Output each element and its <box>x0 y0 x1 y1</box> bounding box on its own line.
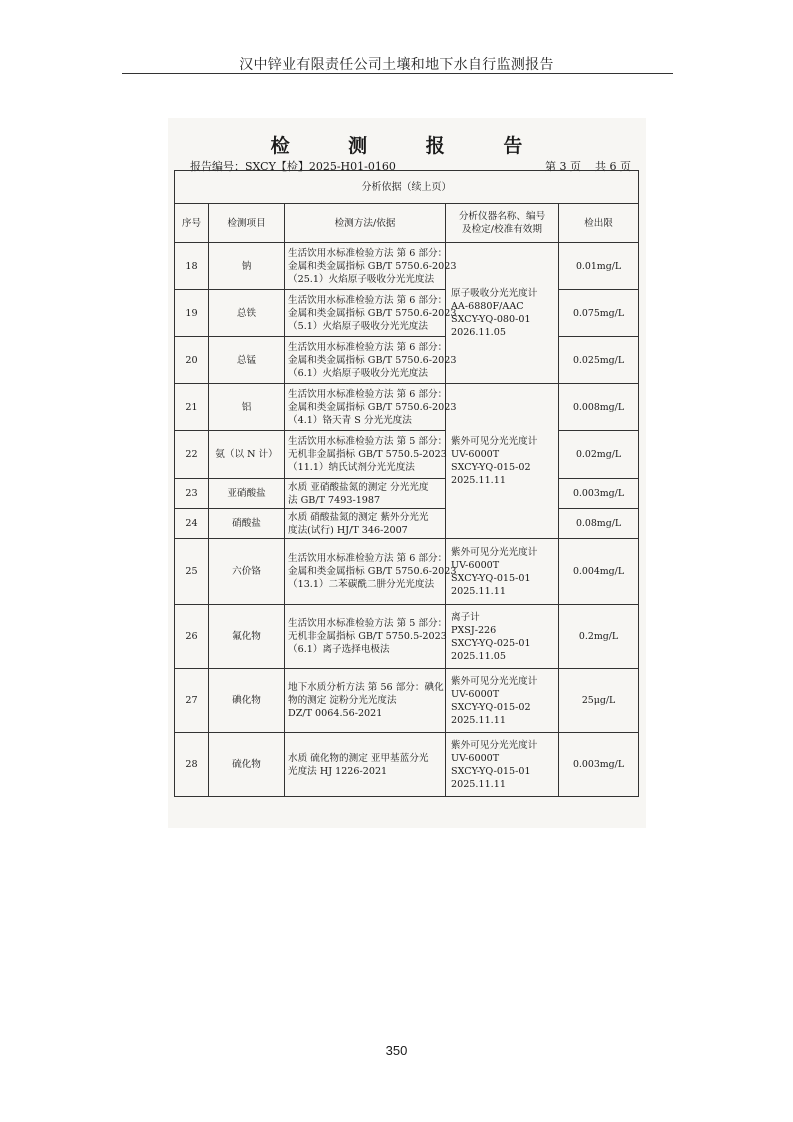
row-method: 生活饮用水标准检验方法 第 6 部分： 金属和类金属指标 GB/T 5750.6-2023 （4.1）铬天青 S 分光光度法 <box>285 384 446 431</box>
row-method: 水质 亚硝酸盐氮的测定 分光光度 法 GB/T 7493-1987 <box>285 479 446 509</box>
row-limit: 0.075mg/L <box>559 290 639 337</box>
table-row <box>175 733 639 797</box>
row-limit: 0.2mg/L <box>559 605 639 669</box>
row-limit: 0.02mg/L <box>559 431 639 479</box>
row-item: 铝 <box>209 384 285 431</box>
row-instrument: 离子计 PXSJ-226 SXCY-YQ-025-01 2025.11.05 <box>446 605 559 669</box>
table-row <box>175 669 639 733</box>
header-limit: 检出限 <box>559 204 639 243</box>
row-limit: 0.008mg/L <box>559 384 639 431</box>
table-row <box>175 431 639 479</box>
row-item: 总铁 <box>209 290 285 337</box>
table-row <box>175 605 639 669</box>
page-current: 第 3 页 <box>545 160 581 173</box>
row-limit: 0.004mg/L <box>559 539 639 605</box>
table-row <box>175 384 639 431</box>
row-method: 生活饮用水标准检验方法 第 5 部分： 无机非金属指标 GB/T 5750.5-2023 （11.1）纳氏试剂分光光度法 <box>285 431 446 479</box>
row-no: 18 <box>175 243 209 290</box>
row-limit: 0.003mg/L <box>559 479 639 509</box>
row-method: 生活饮用水标准检验方法 第 6 部分： 金属和类金属指标 GB/T 5750.6-2023 （5.1）火焰原子吸收分光光度法 <box>285 290 446 337</box>
row-item: 总锰 <box>209 337 285 384</box>
table-header-row <box>175 204 639 243</box>
row-method: 生活饮用水标准检验方法 第 6 部分： 金属和类金属指标 GB/T 5750.6-2023 （25.1）火焰原子吸收分光光度法 <box>285 243 446 290</box>
row-instrument: 紫外可见分光光度计 UV-6000T SXCY-YQ-015-01 2025.11.11 <box>446 733 559 797</box>
row-no: 23 <box>175 479 209 509</box>
page-number: 350 <box>385 1043 408 1058</box>
header-no: 序号 <box>175 204 209 243</box>
row-limit: 0.003mg/L <box>559 733 639 797</box>
table-caption: 分析依据（续上页） <box>175 171 639 204</box>
row-no: 21 <box>175 384 209 431</box>
row-instrument: 紫外可见分光光度计 UV-6000T SXCY-YQ-015-02 2025.11.11 <box>446 384 559 539</box>
row-no: 25 <box>175 539 209 605</box>
row-method: 生活饮用水标准检验方法 第 6 部分： 金属和类金属指标 GB/T 5750.6-2023 （6.1）火焰原子吸收分光光度法 <box>285 337 446 384</box>
row-instrument: 紫外可见分光光度计 UV-6000T SXCY-YQ-015-02 2025.11.11 <box>446 669 559 733</box>
report-title: 检 测 报 告 <box>270 135 549 157</box>
row-no: 20 <box>175 337 209 384</box>
row-limit: 0.08mg/L <box>559 509 639 539</box>
row-item: 六价铬 <box>209 539 285 605</box>
row-limit: 0.025mg/L <box>559 337 639 384</box>
header-item: 检测项目 <box>209 204 285 243</box>
row-item: 硫化物 <box>209 733 285 797</box>
row-no: 27 <box>175 669 209 733</box>
analysis-basis-table <box>174 170 639 797</box>
header-rule <box>122 73 673 74</box>
table-row <box>175 539 639 605</box>
row-item: 硝酸盐 <box>209 509 285 539</box>
row-method: 生活饮用水标准检验方法 第 6 部分： 金属和类金属指标 GB/T 5750.6-2023 （13.1）二苯碳酰二肼分光光度法 <box>285 539 446 605</box>
row-item: 碘化物 <box>209 669 285 733</box>
row-instrument: 原子吸收分光光度计 AA-6880F/AAC SXCY-YQ-080-01 2026.11.05 <box>446 243 559 384</box>
row-instrument: 紫外可见分光光度计 UV-6000T SXCY-YQ-015-01 2025.11.11 <box>446 539 559 605</box>
running-header: 汉中锌业有限责任公司土壤和地下水自行监测报告 <box>239 57 554 73</box>
header-method: 检测方法/依据 <box>285 204 446 243</box>
table-row <box>175 337 639 384</box>
row-item: 氨（以 N 计） <box>209 431 285 479</box>
header-instrument: 分析仪器名称、编号 及检定/校准有效期 <box>446 204 559 243</box>
row-no: 24 <box>175 509 209 539</box>
row-item: 亚硝酸盐 <box>209 479 285 509</box>
row-limit: 25μg/L <box>559 669 639 733</box>
row-no: 19 <box>175 290 209 337</box>
page-total: 共 6 页 <box>595 160 631 173</box>
table-row <box>175 479 639 509</box>
row-no: 26 <box>175 605 209 669</box>
row-limit: 0.01mg/L <box>559 243 639 290</box>
row-no: 22 <box>175 431 209 479</box>
row-item: 钠 <box>209 243 285 290</box>
table-row <box>175 243 639 290</box>
row-method: 地下水质分析方法 第 56 部分：碘化 物的测定 淀粉分光光度法 DZ/T 0064.56-2021 <box>285 669 446 733</box>
report-number: 报告编号：SXCY【检】2025-H01-0160 <box>190 160 396 173</box>
table-row <box>175 509 639 539</box>
row-no: 28 <box>175 733 209 797</box>
row-method: 生活饮用水标准检验方法 第 5 部分： 无机非金属指标 GB/T 5750.5-2023 （6.1）离子选择电极法 <box>285 605 446 669</box>
table-row <box>175 290 639 337</box>
row-item: 氟化物 <box>209 605 285 669</box>
row-method: 水质 硝酸盐氮的测定 紫外分光光 度法(试行) HJ/T 346-2007 <box>285 509 446 539</box>
row-method: 水质 硫化物的测定 亚甲基蓝分光 光度法 HJ 1226-2021 <box>285 733 446 797</box>
